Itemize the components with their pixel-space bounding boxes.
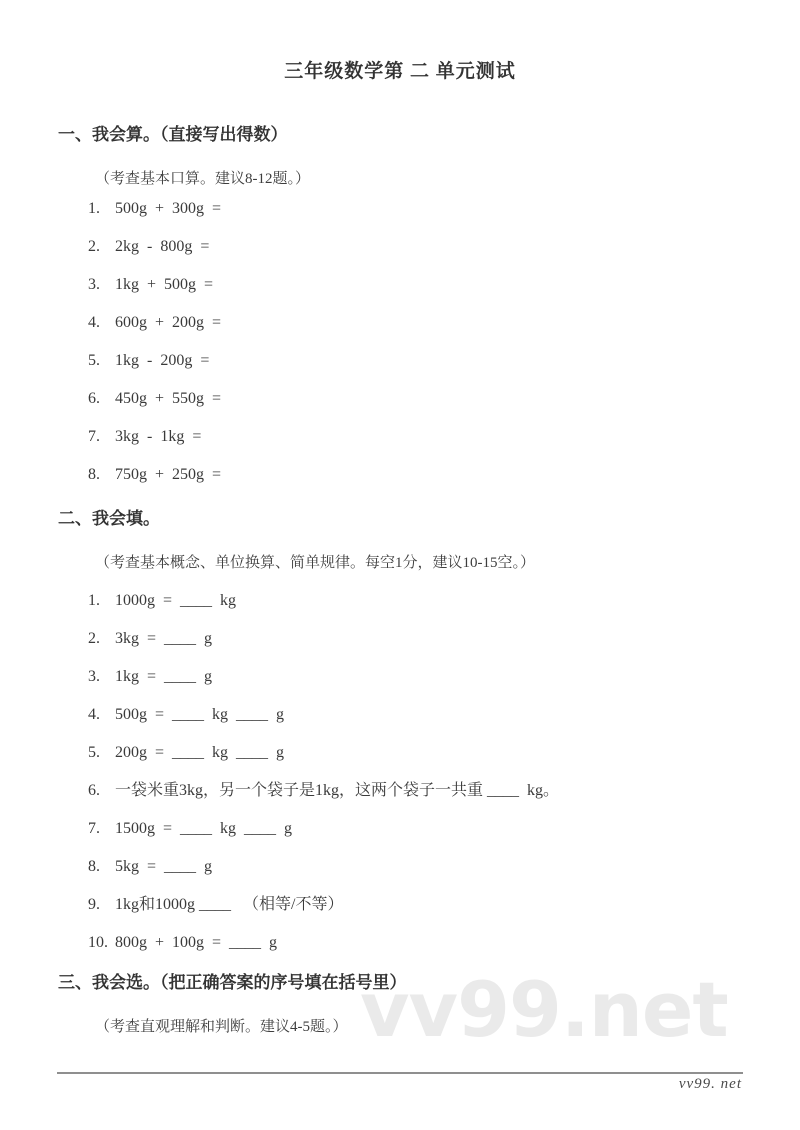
watermark-text: vv99.net xyxy=(360,965,728,1054)
item-text: 1kg - 200g = xyxy=(115,352,210,369)
item-text: 3kg - 1kg = xyxy=(115,428,202,445)
section-3-note: （考查直观理解和判断。建议4-5题。） xyxy=(95,1019,348,1035)
item-text: 5kg = ____ g xyxy=(115,858,213,875)
item-text: 1kg + 500g = xyxy=(115,276,214,293)
item-number: 10. xyxy=(88,934,108,951)
item-number: 3. xyxy=(88,668,100,685)
problem-item xyxy=(88,620,742,658)
section-2-items xyxy=(88,582,742,962)
item-text: 800g + 100g = ____ g xyxy=(115,934,278,951)
item-number: 4. xyxy=(88,314,100,331)
item-number: 8. xyxy=(88,466,100,483)
problem-item xyxy=(88,266,742,304)
item-number: 6. xyxy=(88,782,100,799)
footer-divider xyxy=(57,1072,743,1074)
item-number: 8. xyxy=(88,858,100,875)
problem-item xyxy=(88,658,742,696)
problem-item xyxy=(88,886,742,924)
section-3-heading: 三、我会选。（把正确答案的序号填在括号里） xyxy=(58,973,407,992)
page-title: 三年级数学第 二 单元测试 xyxy=(284,61,516,82)
item-number: 2. xyxy=(88,238,100,255)
problem-item xyxy=(88,456,742,494)
item-number: 3. xyxy=(88,276,100,293)
section-2-note: （考查基本概念、单位换算、简单规律。每空1分，建议10-15空。） xyxy=(95,555,535,571)
problem-item xyxy=(88,190,742,228)
item-text: 1kg和1000g ____ （相等/不等） xyxy=(115,896,344,913)
section-calculation xyxy=(58,122,742,494)
item-number: 6. xyxy=(88,390,100,407)
item-number: 5. xyxy=(88,744,100,761)
section-1-items xyxy=(88,190,742,494)
item-number: 1. xyxy=(88,592,100,609)
item-text: 1500g = ____ kg ____ g xyxy=(115,820,293,837)
problem-item xyxy=(88,582,742,620)
item-text: 2kg - 800g = xyxy=(115,238,210,255)
item-text: 450g + 550g = xyxy=(115,390,222,407)
problem-item xyxy=(88,342,742,380)
section-fill-in xyxy=(58,506,742,962)
section-1-note: （考查基本口算。建议8-12题。） xyxy=(95,171,310,187)
problem-item xyxy=(88,848,742,886)
item-number: 5. xyxy=(88,352,100,369)
problem-item xyxy=(88,380,742,418)
item-number: 2. xyxy=(88,630,100,647)
section-multiple-choice xyxy=(58,970,742,1038)
item-text: 750g + 250g = xyxy=(115,466,222,483)
item-text: 500g = ____ kg ____ g xyxy=(115,706,285,723)
item-number: 7. xyxy=(88,428,100,445)
footer-site-label: vv99. net xyxy=(678,1076,742,1092)
item-number: 9. xyxy=(88,896,100,913)
item-number: 4. xyxy=(88,706,100,723)
problem-item xyxy=(88,228,742,266)
problem-item xyxy=(88,304,742,342)
item-number: 7. xyxy=(88,820,100,837)
problem-item xyxy=(88,810,742,848)
section-2-heading: 二、我会填。 xyxy=(58,509,160,528)
item-text: 3kg = ____ g xyxy=(115,630,213,647)
problem-item xyxy=(88,696,742,734)
section-1-heading: 一、我会算。（直接写出得数） xyxy=(58,125,288,144)
problem-item xyxy=(88,734,742,772)
item-text: 500g + 300g = xyxy=(115,200,222,217)
item-text: 1kg = ____ g xyxy=(115,668,213,685)
problem-item xyxy=(88,418,742,456)
item-text: 一袋米重3kg，另一个袋子是1kg，这两个袋子一共重 ____ kg。 xyxy=(115,782,560,799)
item-number: 1. xyxy=(88,200,100,217)
item-text: 1000g = ____ kg xyxy=(115,592,237,609)
problem-item xyxy=(88,924,742,962)
problem-item xyxy=(88,772,742,810)
item-text: 200g = ____ kg ____ g xyxy=(115,744,285,761)
item-text: 600g + 200g = xyxy=(115,314,222,331)
